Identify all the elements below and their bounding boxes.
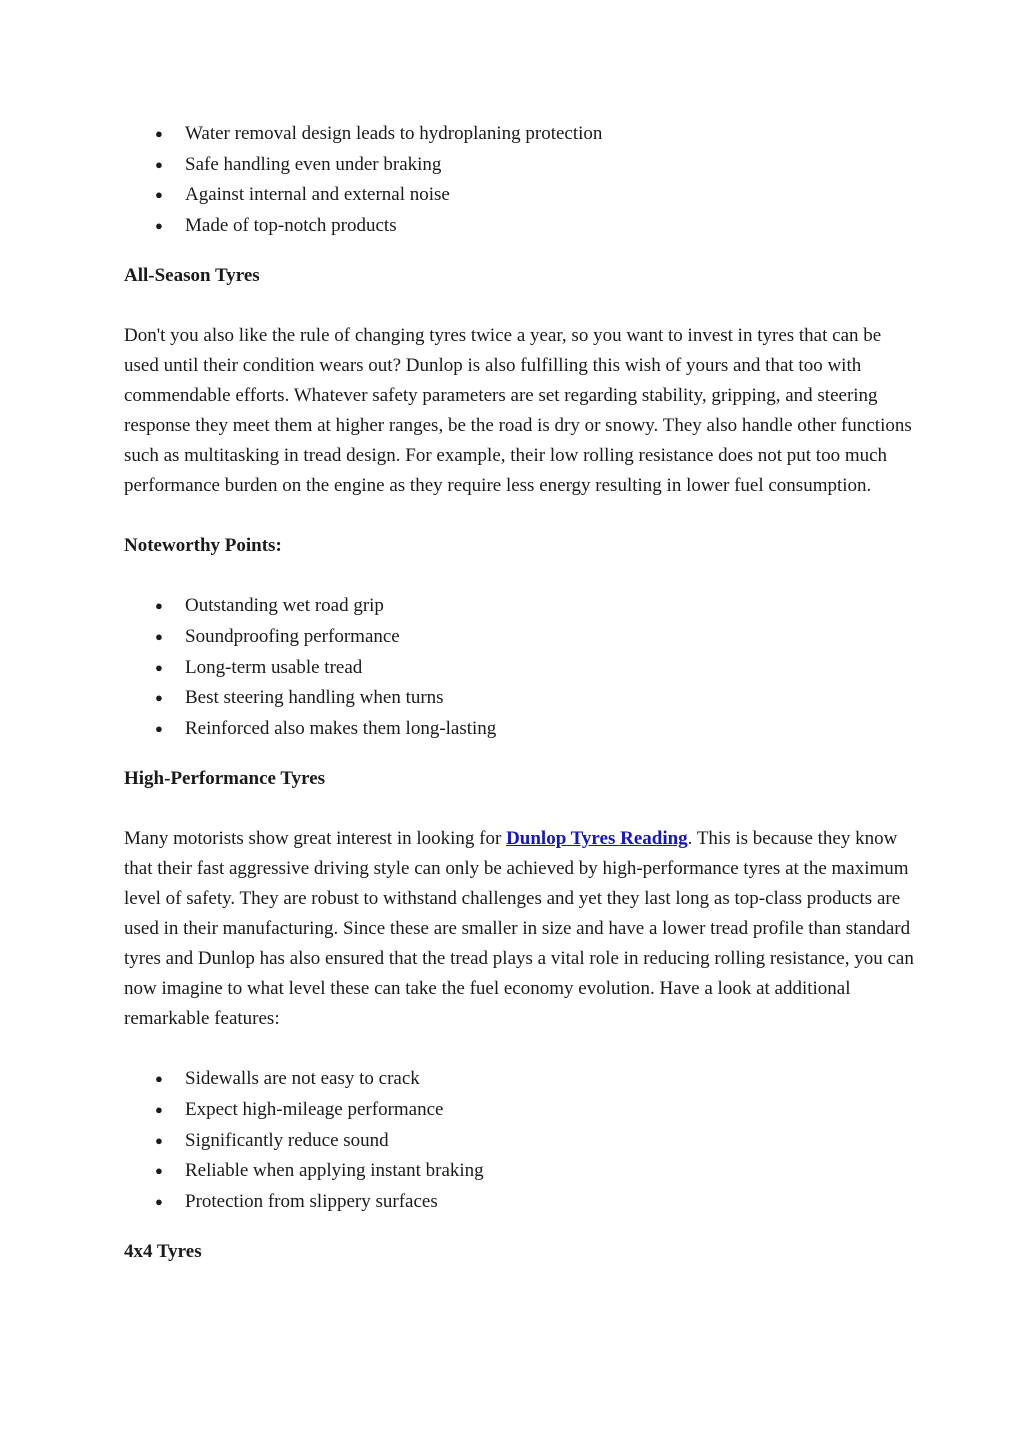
heading-all-season: All-Season Tyres: [124, 265, 260, 287]
bullet-icon: ●: [155, 1101, 163, 1117]
bullet-icon: ●: [155, 217, 163, 233]
bullet-icon: ●: [155, 126, 163, 141]
bullet-icon: ●: [155, 1163, 163, 1179]
heading-4x4: 4x4 Tyres: [124, 1241, 202, 1263]
document-page: [124, 119, 914, 1267]
bullet-icon: ●: [155, 598, 163, 614]
list-item: ● Expect high-mileage performance: [124, 1095, 914, 1126]
bullet-icon: ●: [155, 659, 163, 675]
list-item: ● Protection from slippery surfaces: [124, 1187, 914, 1218]
list-item: ● Soundproofing performance: [124, 622, 914, 653]
paragraph-high-performance: Many motorists show great interest in looking for Dunlop Tyres Reading. This is because they know that their fast aggressive driving style can only be achieved by high-performance tyres at the maximum level of safety. They are robust to withstand challenges and yet they last long as top-class products are used in their manufacturing. Since these are smaller in size and have a lower tread profile than standard tyres and Dunlop has also ensured that the tread plays a vital role in reducing rolling resistance, you can now imagine to what level these can take the fuel economy evolution. Have a look at additional remarkable features:: [124, 828, 914, 1030]
dunlop-tyres-reading-link[interactable]: Dunlop Tyres Reading: [506, 828, 688, 850]
list-item: ● Against internal and external noise: [124, 180, 914, 211]
bullet-icon: ●: [155, 1132, 163, 1148]
list-item: ● Water removal design leads to hydroplaning protection: [124, 119, 914, 150]
list-item: ● Significantly reduce sound: [124, 1126, 914, 1157]
list-item: ● Made of top-notch products: [124, 211, 914, 242]
list-item: ● Reinforced also makes them long-lasting: [124, 714, 914, 745]
feature-list-1: [124, 119, 914, 241]
bullet-icon: ●: [155, 156, 163, 172]
list-item: ● Outstanding wet road grip: [124, 591, 914, 622]
bullet-icon: ●: [155, 1193, 163, 1209]
list-item: ● Best steering handling when turns: [124, 683, 914, 714]
list-item: ● Long-term usable tread: [124, 653, 914, 684]
heading-noteworthy: Noteworthy Points:: [124, 535, 282, 557]
bullet-icon: ●: [155, 690, 163, 706]
list-item: ● Reliable when applying instant braking: [124, 1156, 914, 1187]
bullet-icon: ●: [155, 187, 163, 203]
list-item: ● Safe handling even under braking: [124, 150, 914, 181]
bullet-icon: ●: [155, 628, 163, 644]
bullet-icon: ●: [155, 720, 163, 736]
paragraph-all-season: Don't you also like the rule of changing tyres twice a year, so you want to invest in tyres that can be used until their condition wears out? Dunlop is also fulfilling this wish of yours and that too with commendable efforts. Whatever safety parameters are set regarding stability, gripping, and steering response they meet them at higher ranges, be the road is dry or snowy. They also handle other functions such as multitasking in tread design. For example, their low rolling resistance does not put too much performance burden on the engine as they require less energy resulting in lower fuel consumption.: [124, 325, 912, 497]
heading-high-performance: High-Performance Tyres: [124, 768, 326, 790]
high-performance-list: [124, 1064, 914, 1217]
bullet-icon: ●: [155, 1071, 163, 1087]
noteworthy-list: [124, 591, 914, 744]
list-item: ● Sidewalls are not easy to crack: [124, 1064, 914, 1095]
